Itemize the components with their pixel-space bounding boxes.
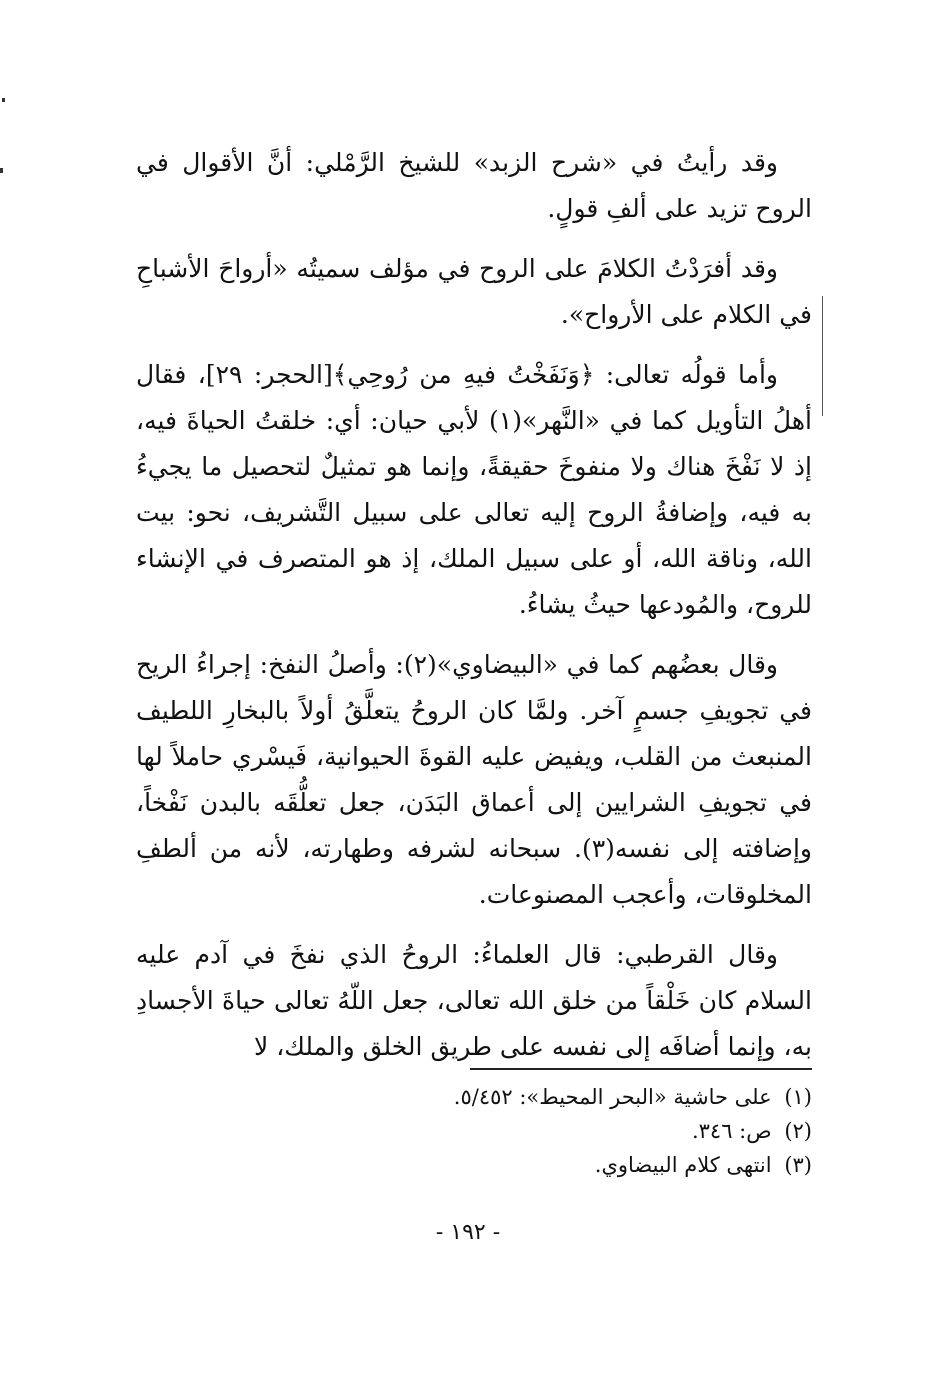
paragraph: وقد رأيتُ في «شرح الزبد» للشيخ الرَّمْلي: أنَّ الأقوال في الروح تزيد على ألفِ قولٍ. [136, 148, 812, 223]
margin-binding-line [822, 296, 823, 416]
footnote-number: (٢) [784, 1119, 812, 1143]
footnotes [300, 1080, 812, 1182]
footnote [300, 1080, 812, 1114]
paragraph: وقد أفرَدْتُ الكلامَ على الروح في مؤلف سميتُه «أرواحَ الأشباحِ في الكلام على الأرواح». [136, 254, 812, 329]
footnote-text: انتهى كلام البيضاوي. [594, 1153, 772, 1177]
paragraph: وأما قولُه تعالى: ﴿وَنَفَخْتُ فيهِ من رُوحِي﴾[الحجر: ٢٩]، فقال أهلُ التأويل كما في «النَّهر»(١) لأبي حيان: أي: خلقتُ الحياةَ فيه، إذ لا نَفْخَ هناك ولا منفوخَ حقيقةً، وإنما هو تمثيلٌ لتحصيل ما يجيءُ به فيه، وإضافةُ الروح إليه تعالى على سبيل التَّشريف، نحو: بيت الله، وناقة الله، أو على سبيل الملك، إذ هو المتصرف في الإنشاء للروح، والمُودعها حيثُ يشاءُ. [136, 360, 812, 619]
body-text [136, 140, 812, 1084]
footnote-text: على حاشية «البحر المحيط»: ٥/٤٥٢. [453, 1085, 772, 1109]
footnote-text: ص: ٣٤٦. [691, 1119, 772, 1143]
footnote-number: (٣) [784, 1153, 812, 1177]
paragraph: وقال القرطبي: قال العلماءُ: الروحُ الذي نفخَ في آدم عليه السلام كان خَلْقاً من خلق الله تعالى، جعل اللّهُ تعالى حياةَ الأجسادِ به، وإنما أضافَه إلى نفسه على طريق الخلق والملك، لا [136, 940, 812, 1061]
page-number: - ١٩٢ - [435, 1220, 501, 1245]
margin-scan-mark [0, 168, 3, 173]
footnote [300, 1114, 812, 1148]
footnote [300, 1148, 812, 1182]
paragraph: وقال بعضُهم كما في «البيضاوي»(٢): وأصلُ النفخ: إجراءُ الريح في تجويفِ جسمٍ آخر. ولمَّا كان الروحُ يتعلَّقُ أولاً بالبخارِ اللطيف المنبعث من القلب، ويفيض عليه القوةَ الحيوانية، فَيسْري حاملاً لها في تجويفِ الشرايين إلى أعماق البَدَن، جعل تعلُّقَه بالبدن نَفْخاً، وإضافته إلى نفسه(٣). سبحانه لشرفه وطهارته، لأنه من ألطفِ المخلوقات، وأعجب المصنوعات. [136, 650, 812, 909]
footnote-number: (١) [784, 1085, 812, 1109]
margin-scan-mark [2, 98, 5, 102]
footnote-separator [470, 1068, 812, 1070]
